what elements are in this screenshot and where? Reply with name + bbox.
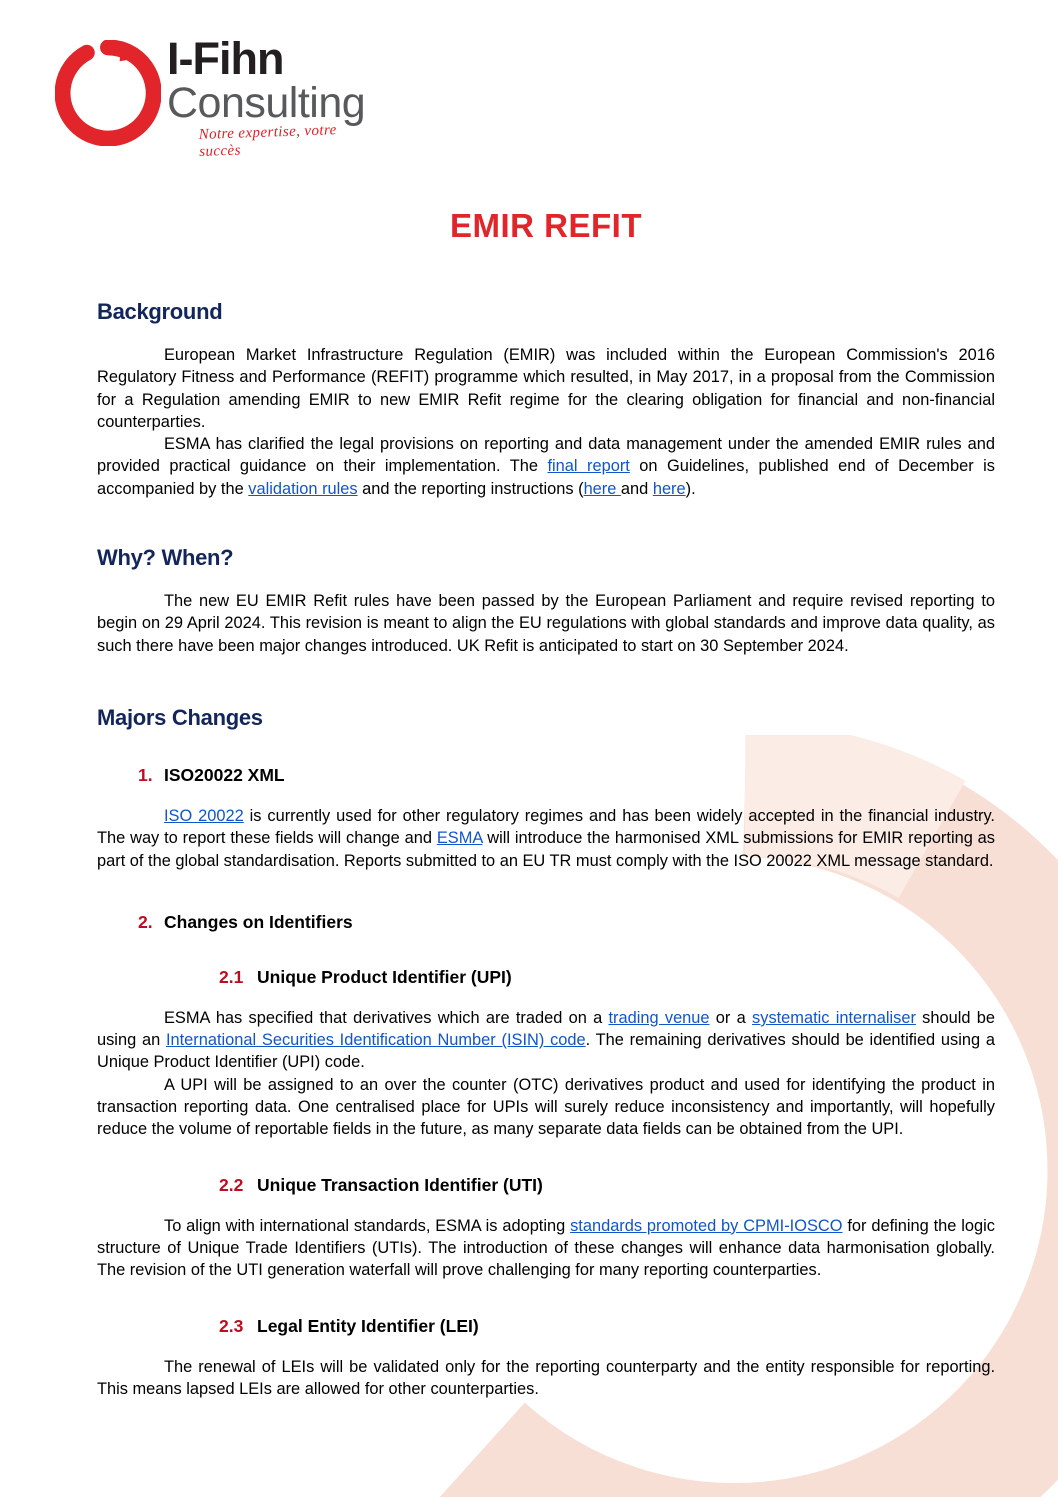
item-2-2-number: 2.2	[219, 1174, 244, 1195]
item-1-number: 1.	[138, 764, 153, 785]
item-2-number: 2.	[138, 911, 153, 932]
bg-p2-text-3: and the reporting instructions (	[357, 479, 584, 498]
link-here-2[interactable]: here	[652, 479, 686, 498]
bg-p2-text-2: on Guidelines, published end of December is accompanied by the	[97, 457, 995, 498]
item-2-3-paragraph-1: The renewal of LEIs will be validated only for the reporting counterparty and the entity responsible for reporting. This means lapsed LEIs are allowed for other counterparties.	[97, 1357, 995, 1398]
section-heading-why-when: Why? When?	[97, 545, 234, 571]
heading-item-2-2	[219, 1175, 995, 1196]
item-1-paragraph-1	[97, 805, 995, 872]
link-trading-venue[interactable]: trading venue	[608, 1008, 710, 1027]
i1-p1-text-3: will introduce the harmonised XML submissions for EMIR reporting as part of the global standardisation. Reports submitted to an EU TR must comply with the ISO 20022 XML message standard.	[97, 829, 995, 870]
logo-ring-icon	[55, 40, 161, 146]
section-heading-majors-changes: Majors Changes	[97, 704, 263, 730]
i21-p1-text-1: ESMA has specified that derivatives which are traded on a	[164, 1008, 609, 1027]
item-2-2-label: Unique Transaction Identifier (UTI)	[257, 1174, 543, 1195]
item-2-1-paragraph-2: A UPI will be assigned to an over the counter (OTC) derivatives product and used for identifying the product in transaction reporting data. One centralised place for UPIs will surely reduce inconsistency and importantly, will hopefully reduce the volume of reportable fields in the future, as many separate data fields can be obtained from the UPI.	[97, 1075, 995, 1139]
link-here-1[interactable]: here	[583, 479, 621, 498]
heading-item-1	[138, 765, 995, 786]
link-validation-rules[interactable]: validation rules	[248, 479, 358, 498]
item-2-1-paragraph-1	[97, 1007, 995, 1074]
link-iso-20022[interactable]: ISO 20022	[164, 806, 244, 825]
link-isin-code[interactable]: International Securities Identification Number (ISIN) code	[165, 1031, 586, 1050]
bg-p2-text-4: and	[620, 479, 653, 498]
section-heading-background: Background	[97, 299, 223, 324]
heading-item-2	[138, 912, 995, 933]
link-cpmi-iosco-standards[interactable]: standards promoted by CPMI-IOSCO	[570, 1216, 843, 1235]
page-title: EMIR REFIT	[450, 207, 642, 244]
item-2-2-paragraph-1	[97, 1215, 995, 1282]
link-systematic-internaliser[interactable]: systematic internaliser	[752, 1008, 916, 1027]
background-paragraph-1: European Market Infrastructure Regulation (EMIR) was included within the European Commission's 2016 Regulatory Fitness and Performance (REFIT) programme which resulted, in May 2017, in a proposal from the Commission for a Regulation amending EMIR to new EMIR Refit regime for the clearing obligation for financial and non-financial counterparties.	[97, 346, 995, 431]
item-2-3-number: 2.3	[219, 1315, 244, 1336]
i21-p1-text-4: . The remaining derivatives should be identified using a Unique Product Identifier (UPI) code.	[97, 1031, 995, 1072]
i1-p1-text-2: is currently used for other regulatory regimes and has been widely accepted in the financial industry. The way to report these fields will change and	[97, 806, 995, 848]
link-esma[interactable]: ESMA	[436, 829, 483, 848]
why-when-paragraph-1: The new EU EMIR Refit rules have been passed by the European Parliament and require revised reporting to begin on 29 April 2024. This revision is meant to align the EU regulations with global standards and improve data quality, as such there have been major changes introduced. UK Refit is anticipated to start on 30 September 2024.	[97, 592, 995, 655]
i22-p1-text-1: To align with international standards, ESMA is adopting	[164, 1216, 571, 1235]
item-2-3-label: Legal Entity Identifier (LEI)	[257, 1315, 479, 1336]
background-paragraph-2	[97, 433, 995, 500]
logo-name-secondary: Consulting	[167, 79, 366, 127]
logo-tagline: Notre expertise, votre succès	[198, 122, 337, 160]
bg-p2-text-5: ).	[685, 479, 696, 498]
item-2-1-label: Unique Product Identifier (UPI)	[257, 966, 512, 987]
link-final-report[interactable]: final report	[547, 457, 630, 476]
item-2-1-number: 2.1	[219, 966, 244, 987]
item-2-label: Changes on Identifiers	[164, 911, 353, 932]
i21-p1-text-2: or a	[709, 1008, 753, 1027]
heading-item-2-3	[219, 1316, 995, 1337]
item-1-label: ISO20022 XML	[164, 764, 285, 785]
heading-item-2-1	[219, 967, 995, 988]
i21-p1-text-3: should be using an	[97, 1008, 995, 1050]
company-logo	[55, 33, 366, 176]
bg-p2-text-1: ESMA has clarified the legal provisions on reporting and data management under the amended EMIR rules and provided practical guidance on their implementation. The	[97, 435, 995, 476]
i22-p1-text-2: for defining the logic structure of Unique Trade Identifiers (UTIs). The introduction of these changes will enhance data harmonisation globally. The revision of the UTI generation waterfall will prove challenging for many reporting counterparties.	[97, 1216, 995, 1280]
logo-name-primary: I-Fihn	[167, 33, 284, 84]
